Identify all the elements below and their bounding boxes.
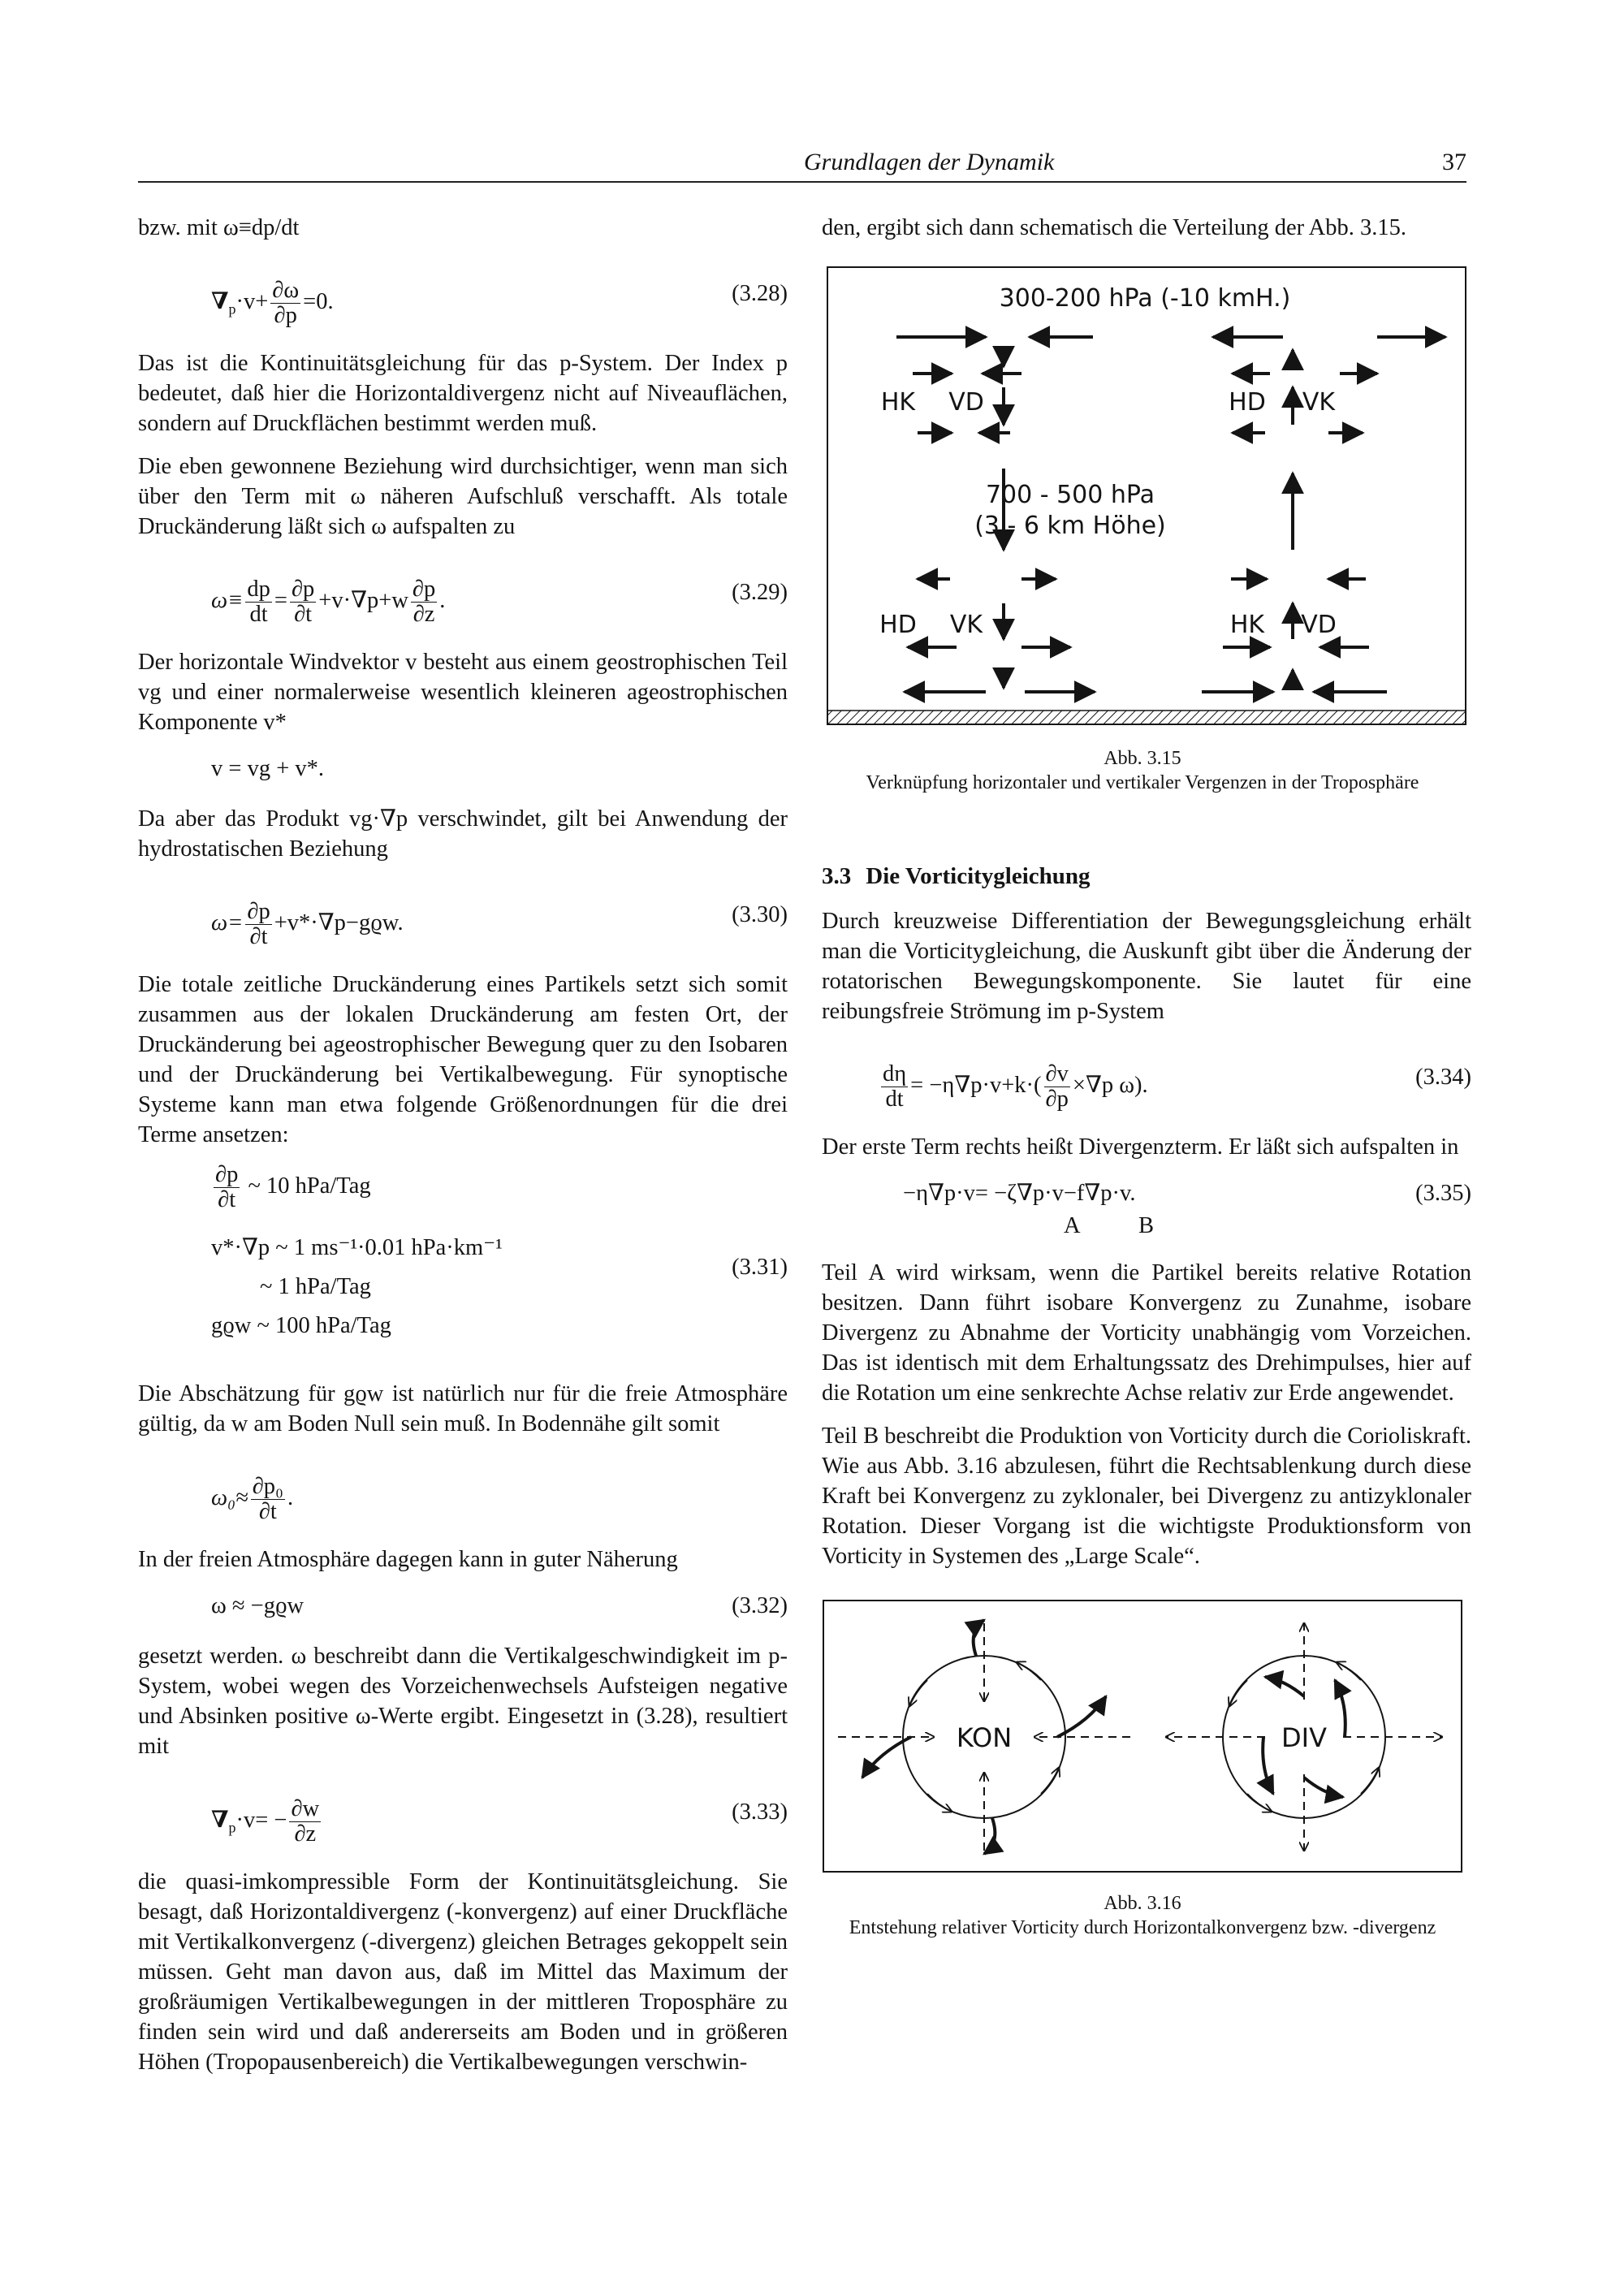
equation-number: (3.30): [732, 902, 788, 927]
label-hk-top: HK: [880, 388, 916, 417]
vergenz-diagram: [827, 266, 1468, 728]
equation-number: (3.32): [732, 1593, 788, 1618]
label-vd-bottom: VD: [1301, 611, 1337, 639]
label-hk-bottom: HK: [1229, 611, 1265, 639]
equation-3-35: −η∇p·v= −ζ∇p·v−f∇p·v. A B (3.35): [822, 1175, 1471, 1243]
equation-3-29: ω≡ $\frac{dp}{dt}$ = $\frac{\partial p}{\partial t}$ +v·∇p+w $\frac{\partial p}{\partial z}$ . (3.29): [211, 577, 788, 627]
equation-3-28: $\nabla_p\cdot v+$ $\frac{\partial\omega}{\partial p}$ =0. (3.28): [211, 278, 788, 328]
paragraph: Das ist die Kontinuitätsgleichung für das p-System. Der Index p bedeutet, daß hier die Horizontaldivergenz nicht auf Niveauflächen, sondern auf Druckflächen bestimmt werden muß.: [138, 351, 788, 436]
paragraph: Die totale zeitliche Druckänderung eines Partikels setzt sich somit zusammen aus der lokalen Druckänderung am festen Ort, der Druckänderung bei ageostrophischer Bewegung quer zu den Isobaren und der Druckänderung bei Vertikalbewegung. Für synoptische Systeme kann man etwa folgende Größenordnungen für die drei Terme ansetzen:: [138, 972, 788, 1147]
equation-omega-0: ω₀≈ $\frac{\text{∂p₀}}{\partial t}$ .: [211, 1474, 294, 1524]
running-header: [138, 149, 1466, 183]
label-vd-top: VD: [948, 388, 984, 417]
page-number: 37: [1442, 149, 1466, 175]
kon-label: KON: [956, 1722, 1013, 1753]
paragraph: bzw. mit ω≡dp/dt: [138, 215, 300, 240]
equation-number: (3.35): [1415, 1181, 1471, 1206]
equation-number: (3.29): [732, 580, 788, 605]
equation-number: (3.28): [732, 281, 788, 306]
paragraph: Da aber das Produkt vg·∇p verschwindet, gilt bei Anwendung der hydrostatischen Beziehung: [138, 806, 788, 862]
paragraph: Die Abschätzung für gϱw ist natürlich nur für die freie Atmosphäre gültig, da w am Boden Null sein muß. In Bodennähe gilt somit: [138, 1381, 788, 1436]
paragraph: Teil B beschreibt die Produktion von Vorticity durch die Corioliskraft. Wie aus Abb. 3.16 abzulesen, führt die Rechtsablenkung durch diese Kraft bei Konvergenz zu zyklonaler, bei Divergenz zu antizyklonaler Rotation. Dieser Vorgang ist die wichtigste Produktionsform von Vorticity in Systemen des „Large Scale“.: [822, 1423, 1471, 1569]
paragraph: Durch kreuzweise Differentiation der Bewegungsgleichung erhält man die Vorticitygleichung, die Auskunft gibt über die Änderung der rotatorischen Bewegungskomponente. Sie lautet für eine reibungsfreie Strömung im p-System: [822, 909, 1471, 1024]
equation-3-32: ω ≈ −gϱw (3.32): [138, 1588, 788, 1627]
label-hd-top: HD: [1229, 388, 1266, 417]
paragraph: Der erste Term rechts heißt Divergenzterm. Er läßt sich aufspalten in: [822, 1134, 1459, 1160]
label-hd-bottom: HD: [879, 611, 917, 639]
equation-vector-sum: v = vg + v*.: [211, 756, 325, 781]
equation-number: (3.31): [732, 1255, 788, 1280]
paragraph: den, ergibt sich dann schematisch die Verteilung der Abb. 3.15.: [822, 215, 1407, 240]
figure-3-15: [822, 266, 1471, 793]
label-vk-top: VK: [1302, 388, 1336, 417]
equation-3-34: $\frac{d\eta}{dt}$ = −η∇p·v+k·( $\frac{\partial v}{\partial p}$ ×∇p ω). (3.34): [883, 1061, 1471, 1112]
paragraph: Die eben gewonnene Beziehung wird durchsichtiger, wenn man sich über den Term mit ω näheren Aufschluß verschafft. Als totale Druckänderung läßt sich ω aufspalten zu: [138, 454, 788, 539]
figure-frame: [823, 1601, 1462, 1872]
equation-number: (3.34): [1415, 1065, 1471, 1090]
paragraph: Teil A wird wirksam, wenn die Partikel bereits relative Rotation besitzen. Dann führt isobare Konvergenz zu Zunahme, isobare Divergenz zu Abnahme der Vorticity unabhängig vom Vorzeichen. Das ist identisch mit dem Erhaltungssatz des Drehimpulses, hier auf die Rotation um eine senkrechte Achse relativ zur Erde angewendet.: [822, 1260, 1471, 1406]
figure-caption: Abb. 3.15 Verknüpfung horizontaler und vertikaler Vergenzen in der Troposphäre: [866, 748, 1419, 793]
section-heading: 3.3 Die Vorticitygleichung: [822, 863, 1091, 889]
paragraph: die quasi-imkompressible Form der Kontinuitätsgleichung. Sie besagt, daß Horizontaldivergenz (-konvergenz) auf einer Druckfläche mit Vertikalkonvergenz (-divergenz) gleichen Betrages gekoppelt sein müssen. Geht man davon aus, daß im Mittel das Maximum der großräumigen Vertikalbewegungen in der mittleren Troposphäre zu finden sein wird und daß andererseits am Boden und in größeren Höhen (Tropopausenbereich) die Vertikalbewegungen verschwin-: [138, 1869, 788, 2075]
left-column: [138, 213, 788, 2090]
equation-number: (3.33): [732, 1799, 788, 1825]
paragraph: Der horizontale Windvektor v besteht aus einem geostrophischen Teil vg und einer normalerweise wesentlich kleineren ageostrophischen Komponente v*: [138, 650, 788, 735]
paragraph: In der freien Atmosphäre dagegen kann in guter Näherung: [138, 1547, 678, 1572]
vorticity-diagram: [822, 1599, 1463, 1875]
figure-3-16: [822, 1599, 1471, 1989]
header-title: Grundlagen der Dynamik: [804, 149, 1055, 175]
top-level-label: 300-200 hPa (-10 kmH.): [999, 284, 1291, 313]
equation-3-30: ω= $\frac{\partial p}{\partial t}$ +v*·∇p−gϱw. (3.30): [211, 899, 788, 949]
mid-level-label-2: (3 - 6 km Höhe): [974, 512, 1166, 540]
paragraph: gesetzt werden. ω beschreibt dann die Vertikalgeschwindigkeit im p-System, wobei wegen des Vorzeichenwechsels Aufsteigen negative und Absinken positive ω-Werte ergibt. Eingesetzt in (3.28), resultiert mit: [138, 1644, 788, 1759]
equation-3-33: $\nabla_p\cdot v=$ − $\frac{\partial w}{\partial z}$ (3.33): [211, 1796, 788, 1847]
label-vk-bottom: VK: [949, 611, 983, 639]
right-column: [822, 213, 1471, 1989]
ground-hatch: [827, 711, 1466, 724]
div-label: DIV: [1281, 1722, 1327, 1753]
figure-caption: Abb. 3.16 Entstehung relativer Vorticity durch Horizontalkonvergenz bzw. -divergenz: [849, 1893, 1436, 1938]
mid-level-label-1: 700 - 500 hPa: [985, 481, 1155, 509]
equation-3-31: $\frac{\partial p}{\partial t}$ ~ 10 hPa/Tag v*·∇p ~ 1 ms⁻¹·0.01 hPa·km⁻¹ ~ 1 hPa/Tag gϱw ~ 100 hPa/Tag (3.31): [211, 1162, 788, 1338]
